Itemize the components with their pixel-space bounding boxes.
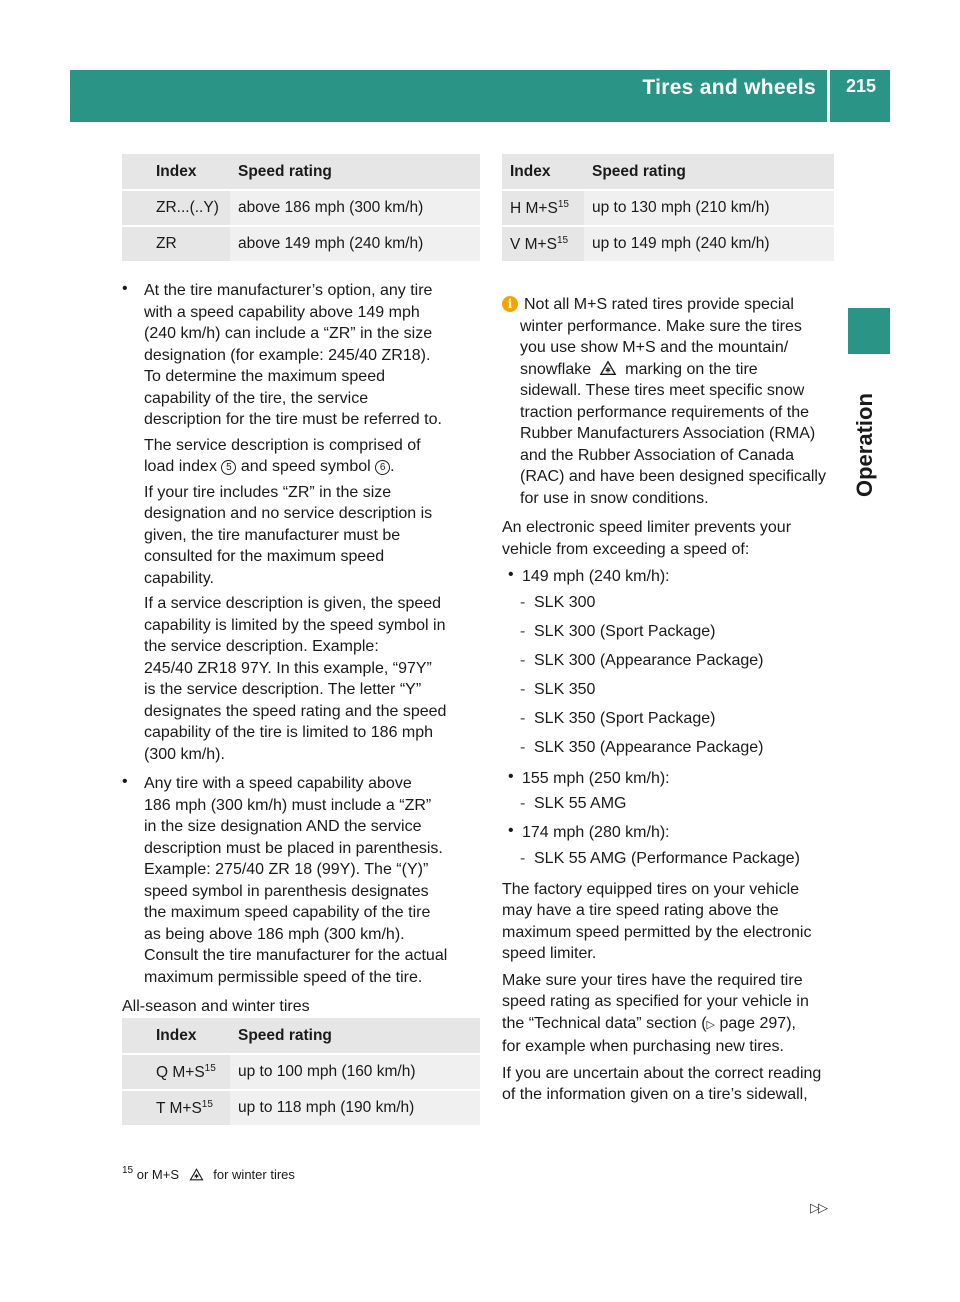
model-name: SLK 300 (Appearance Package): [534, 651, 764, 669]
uncertain-paragraph: [502, 1063, 836, 1106]
list-item: - SLK 300 (Appearance Package): [520, 651, 764, 669]
line: capability of the tire, the service: [144, 389, 369, 407]
table-header-index: Index: [122, 154, 230, 190]
table-cell-index: [122, 1054, 230, 1090]
page-ref-arrow-icon: ▷: [706, 1018, 716, 1031]
table-header-rating: Speed rating: [230, 154, 480, 190]
line-part: the “Technical data” section (: [502, 1014, 707, 1032]
header-divider: [827, 70, 830, 122]
line: Example: 275/40 ZR 18 (99Y). The “(Y)”: [144, 861, 429, 878]
footnote-text-a: or M+S: [136, 1167, 180, 1182]
service-description-paragraph: [122, 435, 482, 478]
limiter-paragraph: [502, 517, 836, 560]
line: speed rating as specified for your vehicle in: [502, 993, 809, 1010]
bullet-zr-option: [122, 280, 482, 431]
line-part: and speed symbol: [236, 458, 376, 475]
table-row: [122, 190, 480, 226]
side-tab-marker: [848, 308, 890, 354]
table-cell-rating: up to 130 mph (210 km/h): [584, 190, 834, 226]
bullet-marker: •: [122, 280, 128, 297]
line: 186 mph (300 km/h) must include a “ZR”: [144, 796, 432, 814]
list-item: - SLK 300: [520, 593, 596, 611]
left-bottom-table-wrap: [122, 1018, 482, 1125]
footnote-ref: 15: [201, 1098, 213, 1110]
speed-rating-table-bottom-left: [122, 1018, 480, 1125]
line: If your tire includes “ZR” in the size: [144, 483, 392, 501]
line: and the Rubber Association of Canada: [520, 446, 794, 464]
callout-5: 5: [221, 460, 236, 475]
list-item: - SLK 55 AMG: [520, 795, 627, 812]
line-part: Not all M+S rated tires provide special: [524, 296, 794, 313]
line: [520, 359, 836, 381]
make-sure-paragraph: [502, 970, 836, 1058]
line: An electronic speed limiter prevents your: [502, 519, 792, 536]
info-note: [502, 294, 836, 509]
line: in the size designation AND the service: [144, 818, 422, 835]
table-header-rating: Speed rating: [584, 154, 834, 190]
page-header: [70, 70, 890, 122]
mountain-snowflake-icon: [189, 1167, 204, 1182]
table-header-row: [122, 154, 480, 190]
line: may have a tire speed rating above the: [502, 902, 779, 919]
line: (300 km/h).: [144, 745, 225, 763]
right-table-wrap: [502, 154, 836, 261]
line: the service description. Example:: [144, 638, 379, 655]
side-tab-text: Operation: [852, 393, 877, 497]
info-icon: i: [502, 296, 518, 312]
model-list-155: [502, 789, 836, 818]
line: capability.: [144, 569, 214, 587]
line: winter performance. Make sure the tires: [520, 317, 802, 335]
speed-rating-table-top-right: [502, 154, 834, 261]
table-cell-index: [502, 226, 584, 261]
index-text: Q M+S: [156, 1063, 205, 1081]
footnote-ref: 15: [204, 1062, 216, 1074]
index-text: H M+S: [510, 199, 558, 217]
speed-group-149: [502, 566, 836, 588]
line-part: load index: [144, 458, 222, 475]
footnote-number: 15: [122, 1165, 134, 1176]
line: as being above 186 mph (300 km/h).: [144, 925, 405, 943]
footnote-text-b: for winter tires: [213, 1167, 295, 1182]
line: To determine the maximum speed: [144, 368, 385, 385]
left-body-text: [122, 280, 482, 1018]
table-row: [122, 1090, 480, 1125]
footnote-ref: 15: [557, 198, 569, 210]
table-cell-rating: up to 100 mph (160 km/h): [230, 1054, 480, 1090]
continued-arrow-icon: ▷▷: [810, 1200, 826, 1215]
table-header-row: [502, 154, 834, 190]
line: Consult the tire manufacturer for the actual: [144, 947, 448, 964]
line: Rubber Manufacturers Association (RMA): [520, 425, 816, 442]
page-ref-link[interactable]: page 297),: [715, 1014, 796, 1032]
table-row: [122, 226, 480, 261]
line: Make sure your tires have the required tire: [502, 971, 803, 989]
line: for use in snow conditions.: [520, 489, 709, 507]
line: description for the tire must be referred to.: [144, 411, 442, 428]
callout-6: 6: [375, 460, 390, 475]
bullet-marker: •: [508, 767, 514, 785]
model-name: SLK 55 AMG: [534, 795, 627, 812]
line: description must be placed in parenthesis.: [144, 839, 443, 857]
line: designation (for example: 245/40 ZR18).: [144, 346, 431, 364]
line-part: snowflake: [520, 360, 592, 378]
line: maximum speed permitted by the electronic: [502, 923, 812, 941]
model-name: SLK 350: [534, 680, 596, 698]
bullet-above-186: [122, 773, 482, 988]
bullet-marker: •: [508, 566, 514, 583]
mountain-snowflake-icon: [599, 359, 617, 377]
speed-group-155: [502, 768, 836, 790]
line: [502, 1013, 836, 1037]
bullet-marker: •: [508, 822, 514, 839]
line-part: .: [390, 458, 395, 475]
line: for example when purchasing new tires.: [502, 1038, 784, 1055]
model-list-149: [502, 588, 836, 762]
line: If you are uncertain about the correct reading: [502, 1064, 822, 1082]
line: Any tire with a speed capability above: [144, 775, 412, 792]
index-text: V M+S: [510, 235, 557, 253]
list-item: - SLK 55 AMG (Performance Package): [520, 849, 800, 867]
speed-label: 174 mph (280 km/h):: [522, 824, 670, 841]
footnote: [122, 1165, 295, 1182]
service-given-paragraph: [122, 593, 482, 765]
index-text: T M+S: [156, 1099, 202, 1117]
line: The factory equipped tires on your vehicle: [502, 880, 800, 898]
line: consulted for the maximum speed: [144, 548, 385, 565]
table-row: [502, 190, 834, 226]
table-cell-rating: up to 118 mph (190 km/h): [230, 1090, 480, 1125]
table-header-rating: Speed rating: [230, 1018, 480, 1054]
table-cell-rating: above 149 mph (240 km/h): [230, 226, 480, 261]
line: At the tire manufacturer’s option, any tire: [144, 282, 433, 299]
line: (240 km/h) can include a “ZR” in the size: [144, 325, 433, 342]
list-item: - SLK 350: [520, 680, 596, 698]
section-heading: All-season and winter tires: [122, 998, 310, 1015]
line-part: marking on the tire: [625, 360, 758, 378]
table-row: [502, 226, 834, 261]
line: (RAC) and have been designed specifically: [520, 468, 826, 485]
line: vehicle from exceeding a speed of:: [502, 540, 750, 558]
speed-label: 149 mph (240 km/h):: [522, 568, 670, 585]
line: speed limiter.: [502, 945, 597, 962]
speed-group-174: [502, 822, 836, 844]
table-row: [122, 1054, 480, 1090]
table-header-row: [122, 1018, 480, 1054]
speed-label: 155 mph (250 km/h):: [522, 769, 670, 787]
table-cell-rating: above 186 mph (300 km/h): [230, 190, 480, 226]
line: is the service description. The letter “Y”: [144, 681, 422, 698]
model-name: SLK 350 (Sport Package): [534, 709, 716, 727]
right-body-text: [502, 294, 836, 1106]
page-number: 215: [845, 76, 877, 96]
line: capability is limited by the speed symbol in: [144, 616, 446, 634]
model-name: SLK 300 (Sport Package): [534, 622, 716, 640]
line: The service description is comprised of: [144, 436, 421, 454]
list-item: - SLK 350 (Appearance Package): [520, 738, 764, 756]
bullet-marker: •: [122, 773, 128, 790]
speed-rating-table-top-left: [122, 154, 480, 261]
info-note-body: [502, 316, 836, 510]
line: capability of the tire is limited to 186 mph: [144, 724, 434, 741]
table-cell-index: ZR: [122, 226, 230, 261]
model-name: SLK 300: [534, 593, 596, 611]
table-header-index: Index: [502, 154, 584, 190]
model-name: SLK 350 (Appearance Package): [534, 738, 764, 756]
line: traction performance requirements of the: [520, 403, 810, 421]
left-column: [122, 154, 482, 261]
table-cell-index: [502, 190, 584, 226]
line: [502, 294, 836, 316]
line: with a speed capability above 149 mph: [144, 303, 420, 321]
table-cell-index: [122, 1090, 230, 1125]
line: 245/40 ZR18 97Y. In this example, “97Y”: [144, 659, 432, 677]
line: you use show M+S and the mountain/: [520, 339, 789, 356]
factory-paragraph: [502, 879, 836, 965]
line: speed symbol in parenthesis designates: [144, 882, 429, 900]
table-header-index: Index: [122, 1018, 230, 1054]
table-cell-index: ZR...(..Y): [122, 190, 230, 226]
line: [144, 456, 482, 478]
model-list-174: [502, 844, 836, 873]
zr-no-service-paragraph: [122, 482, 482, 590]
footnote-ref: 15: [556, 234, 569, 246]
line: the maximum speed capability of the tire: [144, 904, 431, 921]
list-item: - SLK 300 (Sport Package): [520, 622, 716, 640]
list-item: - SLK 350 (Sport Package): [520, 709, 716, 727]
line: given, the tire manufacturer must be: [144, 526, 401, 544]
side-tab-label: [852, 393, 882, 497]
section-title: Tires and wheels: [642, 76, 816, 99]
table-cell-rating: up to 149 mph (240 km/h): [584, 226, 834, 261]
line: designates the speed rating and the speed: [144, 702, 447, 720]
line: If a service description is given, the speed: [144, 595, 442, 612]
line: sidewall. These tires meet specific snow: [520, 382, 805, 399]
line: designation and no service description is: [144, 505, 433, 522]
line: of the information given on a tire’s sidewall,: [502, 1086, 808, 1103]
model-name: SLK 55 AMG (Performance Package): [534, 849, 800, 867]
line: maximum permissible speed of the tire.: [144, 968, 423, 986]
